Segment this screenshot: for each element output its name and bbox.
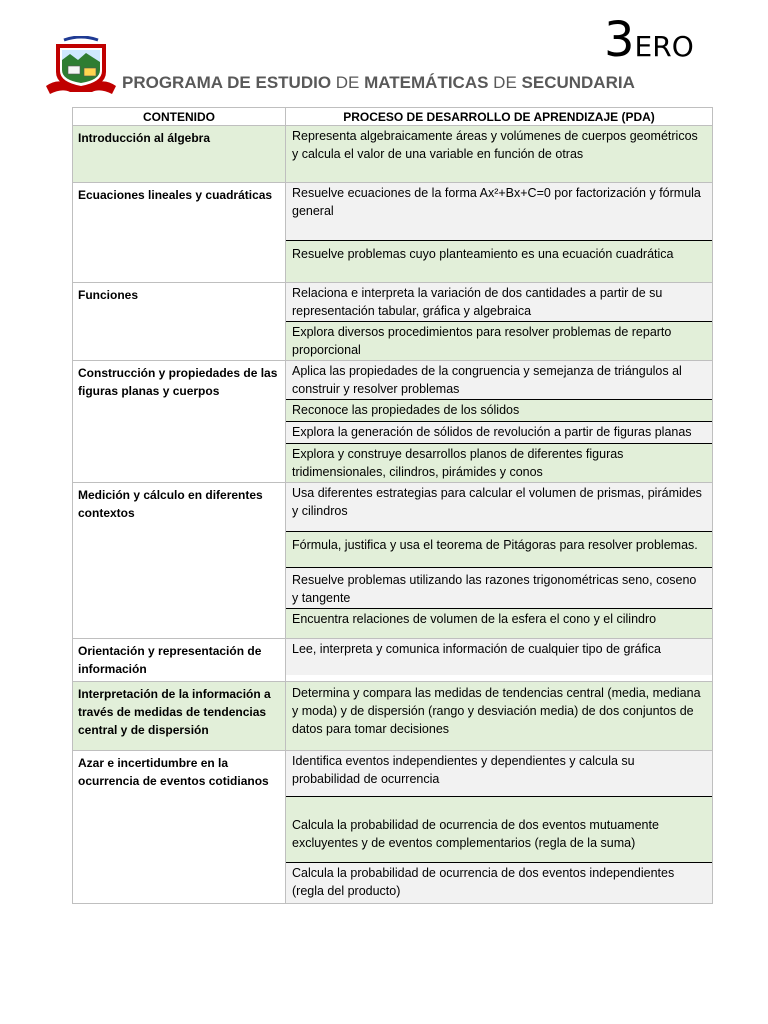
- pda-item: Determina y compara las medidas de tendencias central (media, mediana y moda) y de dispersión (rango y desviación media) de dos conjuntos de datos para tomar decisiones: [286, 682, 712, 750]
- contenido-cell: Orientación y representación de información: [73, 639, 286, 682]
- pda-item: Lee, interpreta y comunica información de cualquier tipo de gráfica: [286, 639, 712, 675]
- pda-item: Resuelve problemas utilizando las razones trigonométricas seno, coseno y tangente: [286, 568, 712, 609]
- contenido-cell: Medición y cálculo en diferentes contextos: [73, 483, 286, 639]
- title-part-1: PROGRAMA DE ESTUDIO: [122, 73, 332, 92]
- pda-item: Explora y construye desarrollos planos de diferentes figuras tridimensionales, cilindros, pirámides y conos: [286, 444, 712, 482]
- pda-item: Resuelve problemas cuyo planteamiento es una ecuación cuadrática: [286, 241, 712, 282]
- study-program-table: [72, 107, 713, 904]
- pda-item: Relaciona e interpreta la variación de dos cantidades a partir de su representación tabular, gráfica y algebraica: [286, 283, 712, 322]
- pda-item: Reconoce las propiedades de los sólidos: [286, 400, 712, 422]
- table-row: [73, 751, 713, 904]
- title-part-5: SECUNDARIA: [521, 73, 635, 92]
- header-pda: PROCESO DE DESARROLLO DE APRENDIZAJE (PDA): [286, 108, 713, 126]
- table-row: [73, 682, 713, 751]
- school-crest-logo: [42, 36, 120, 100]
- pda-item: Explora diversos procedimientos para resolver problemas de reparto proporcional: [286, 322, 712, 360]
- table-row: [73, 639, 713, 682]
- pda-item: Calcula la probabilidad de ocurrencia de dos eventos independientes (regla del producto): [286, 863, 712, 903]
- contenido-cell: Introducción al álgebra: [73, 126, 286, 183]
- pda-cell: [286, 361, 713, 483]
- pda-item: Aplica las propiedades de la congruencia y semejanza de triángulos al construir y resolver problemas: [286, 361, 712, 400]
- pda-item: Resuelve ecuaciones de la forma Ax²+Bx+C=0 por factorización y fórmula general: [286, 183, 712, 241]
- pda-cell: [286, 283, 713, 361]
- contenido-cell: Ecuaciones lineales y cuadráticas: [73, 183, 286, 283]
- page-title: [122, 73, 635, 93]
- pda-item: Representa algebraicamente áreas y volúmenes de cuerpos geométricos y calcula el valor de una variable en función de otras: [286, 126, 712, 182]
- grade-label: [604, 12, 694, 68]
- contenido-cell: Construcción y propiedades de las figuras planas y cuerpos: [73, 361, 286, 483]
- pda-cell: [286, 639, 713, 682]
- pda-cell: [286, 682, 713, 751]
- title-part-4: DE: [488, 73, 522, 92]
- contenido-cell: Interpretación de la información a través de medidas de tendencias central y de dispersión: [73, 682, 286, 751]
- pda-item: Calcula la probabilidad de ocurrencia de dos eventos mutuamente excluyentes y de eventos complementarios (regla de la suma): [286, 797, 712, 863]
- pda-cell: [286, 483, 713, 639]
- grade-suffix: ERO: [634, 30, 694, 63]
- pda-item: Fórmula, justifica y usa el teorema de Pitágoras para resolver problemas.: [286, 532, 712, 568]
- pda-item: Explora la generación de sólidos de revolución a partir de figuras planas: [286, 422, 712, 444]
- table-header-row: [73, 108, 713, 126]
- contenido-cell: Azar e incertidumbre en la ocurrencia de eventos cotidianos: [73, 751, 286, 904]
- pda-item: Usa diferentes estrategias para calcular el volumen de prismas, pirámides y cilindros: [286, 483, 712, 532]
- pda-item: Identifica eventos independientes y dependientes y calcula su probabilidad de ocurrencia: [286, 751, 712, 797]
- pda-cell: [286, 183, 713, 283]
- title-part-2: DE: [331, 73, 365, 92]
- table-row: [73, 126, 713, 183]
- pda-item: Encuentra relaciones de volumen de la esfera el cono y el cilindro: [286, 609, 712, 638]
- grade-number: 3: [604, 12, 635, 68]
- table-row: [73, 483, 713, 639]
- pda-cell: [286, 751, 713, 904]
- table-row: [73, 361, 713, 483]
- table-row: [73, 283, 713, 361]
- table-row: [73, 183, 713, 283]
- contenido-cell: Funciones: [73, 283, 286, 361]
- title-part-3: MATEMÁTICAS: [364, 73, 489, 92]
- pda-cell: [286, 126, 713, 183]
- header-contenido: CONTENIDO: [73, 108, 286, 126]
